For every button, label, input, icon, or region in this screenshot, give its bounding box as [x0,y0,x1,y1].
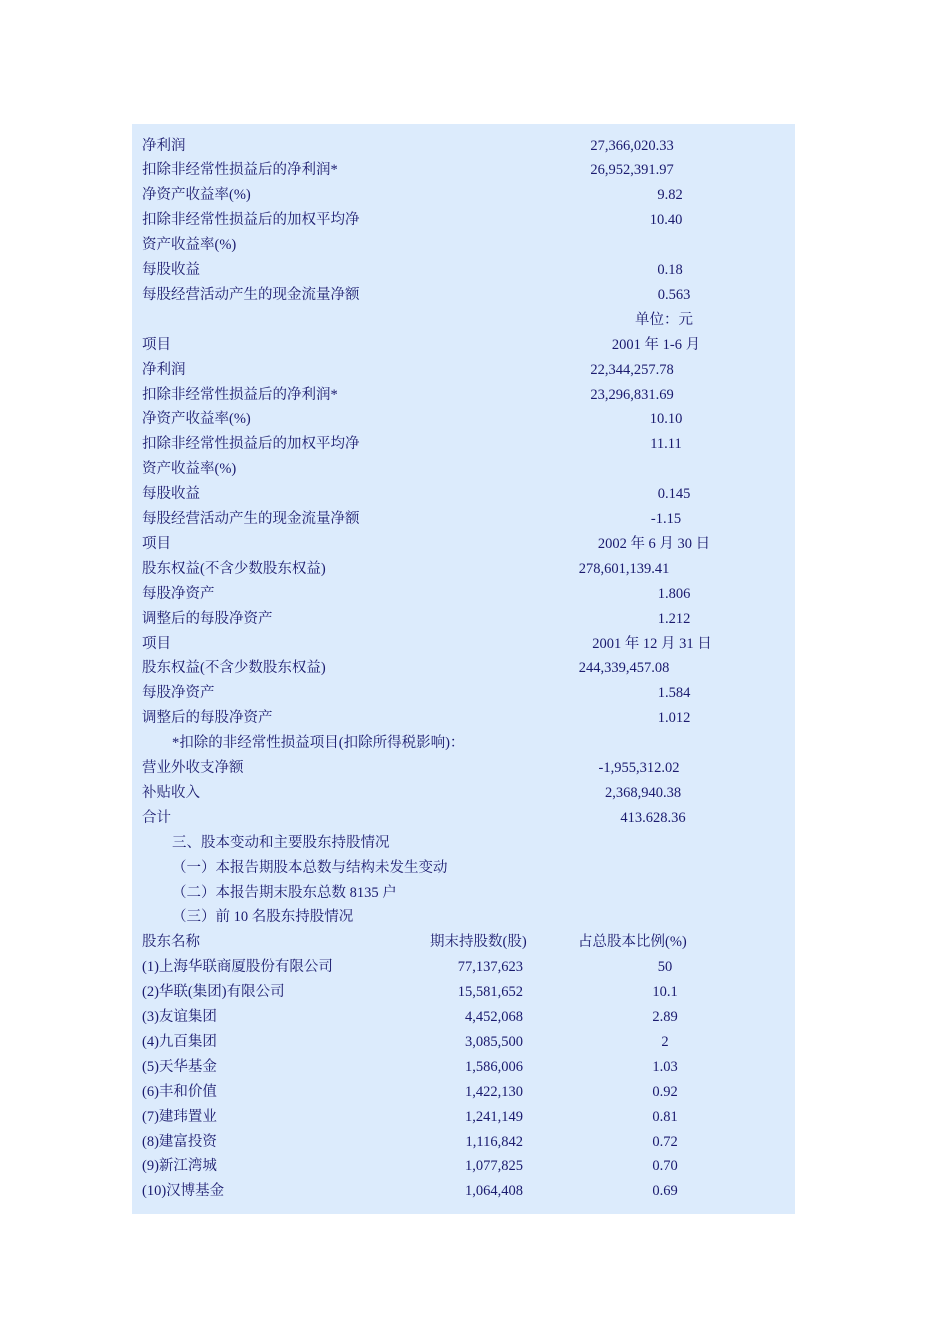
sub-heading: （一）本报告期股本总数与结构未发生变动 [172,859,448,876]
row-label: 项目 [142,336,171,353]
column-header: 股东名称 [142,934,200,951]
row-label: 净资产收益率(%) [142,411,251,428]
shares-held: 15,581,652 [457,984,523,1001]
row-value: -1.15 [650,511,682,527]
row-value: 2,368,940.38 [604,784,682,801]
row-value: 1.806 [657,585,691,602]
row-value: 10.40 [649,212,683,229]
row-label: 每股收益 [142,486,200,503]
row-label: 股东权益(不含少数股东权益) [142,560,326,577]
row-value: 27,366,020.33 [590,137,674,154]
row-value: 23,296,831.69 [590,386,674,403]
row-value: 278,601,139.41 [578,560,670,577]
row-label: 项目 [142,535,171,552]
shareholder-name: (4)九百集团 [142,1033,217,1050]
row-label: 每股净资产 [142,585,215,602]
row-value: 244,339,457.08 [578,660,670,677]
row-label: 扣除非经常性损益后的加权平均净 [142,436,360,453]
shareholder-name: (10)汉博基金 [142,1183,225,1200]
report-panel [132,124,795,1214]
row-label: 补贴收入 [142,784,200,801]
section-heading: 三、股本变动和主要股东持股情况 [172,834,390,851]
shares-held: 4,452,068 [465,1009,523,1025]
row-label: 净利润 [142,361,186,378]
row-label: 每股净资产 [142,685,215,702]
row-value: 2001 年 12 月 31 日 [592,635,712,652]
nonrecurring-title: *扣除的非经常性损益项目(扣除所得税影响)： [172,735,465,752]
row-value: 1.584 [657,685,691,702]
share-percent: 2.89 [652,1009,678,1025]
shareholder-name: (8)建富投资 [142,1133,217,1150]
row-label: 项目 [142,635,171,652]
row-label: 扣除非经常性损益后的加权平均净 [142,212,360,229]
share-percent: 10.1 [652,984,678,1001]
row-label: 净利润 [142,137,186,154]
row-value: -1,955,312.02 [598,760,680,776]
share-percent: 50 [657,959,673,976]
shares-held: 1,116,842 [465,1133,523,1150]
shareholder-name: (5)天华基金 [142,1058,217,1075]
shares-held: 3,085,500 [465,1033,523,1050]
row-value: 11.11 [650,436,682,453]
share-percent: 2 [661,1033,669,1050]
row-label: 调整后的每股净资产 [142,710,273,727]
row-value: 10.10 [649,411,683,428]
row-value: 0.18 [657,262,683,278]
shareholder-name: (7)建玮置业 [142,1108,217,1125]
row-value: 0.145 [657,486,691,503]
row-value: 1.012 [657,710,691,727]
row-value: 2002 年 6 月 30 日 [597,535,711,552]
shares-held: 1,241,149 [465,1108,523,1125]
shares-held: 1,422,130 [465,1083,523,1100]
row-label: 扣除非经常性损益后的净利润* [142,162,338,179]
row-value: 26,952,391.97 [590,162,674,179]
shares-held: 1,064,408 [465,1183,523,1200]
row-label: 营业外收支净额 [142,760,244,776]
share-percent: 0.72 [652,1133,678,1150]
shareholder-name: (9)新江湾城 [142,1158,217,1175]
row-value: 22,344,257.78 [590,361,674,378]
row-value: 2001 年 1-6 月 [611,336,701,353]
row-label: 扣除非经常性损益后的净利润* [142,386,338,403]
shareholder-name: (3)友谊集团 [142,1009,217,1025]
row-label: 每股经营活动产生的现金流量净额 [142,286,360,303]
unit-label: 单位：元 [635,311,693,328]
share-percent: 0.81 [652,1108,678,1125]
row-label: 资产收益率(%) [142,461,237,478]
row-label: 股东权益(不含少数股东权益) [142,660,326,677]
row-label: 合计 [142,809,171,826]
shares-held: 1,586,006 [465,1058,523,1075]
shares-held: 1,077,825 [465,1158,523,1175]
share-percent: 0.69 [652,1183,678,1200]
row-label: 每股经营活动产生的现金流量净额 [142,511,360,527]
row-label: 每股收益 [142,262,200,278]
row-value: 1.212 [657,610,691,627]
row-label: 净资产收益率(%) [142,187,251,204]
sub-heading: （二）本报告期末股东总数 8135 户 [172,884,397,901]
row-value: 0.563 [657,286,691,303]
shareholder-name: (2)华联(集团)有限公司 [142,984,285,1001]
share-percent: 0.92 [652,1083,678,1100]
share-percent: 0.70 [652,1158,678,1175]
row-value: 9.82 [657,187,683,204]
row-label: 资产收益率(%) [142,237,237,254]
row-value: 413.628.36 [620,809,686,826]
share-percent: 1.03 [652,1058,678,1075]
column-header: 占总股本比例(%) [578,934,687,951]
shares-held: 77,137,623 [457,959,523,976]
shareholder-name: (1)上海华联商厦股份有限公司 [142,959,333,976]
row-label: 调整后的每股净资产 [142,610,273,627]
column-header: 期末持股数(股) [430,934,527,951]
sub-heading: （三）前 10 名股东持股情况 [172,909,354,926]
shareholder-name: (6)丰和价值 [142,1083,217,1100]
